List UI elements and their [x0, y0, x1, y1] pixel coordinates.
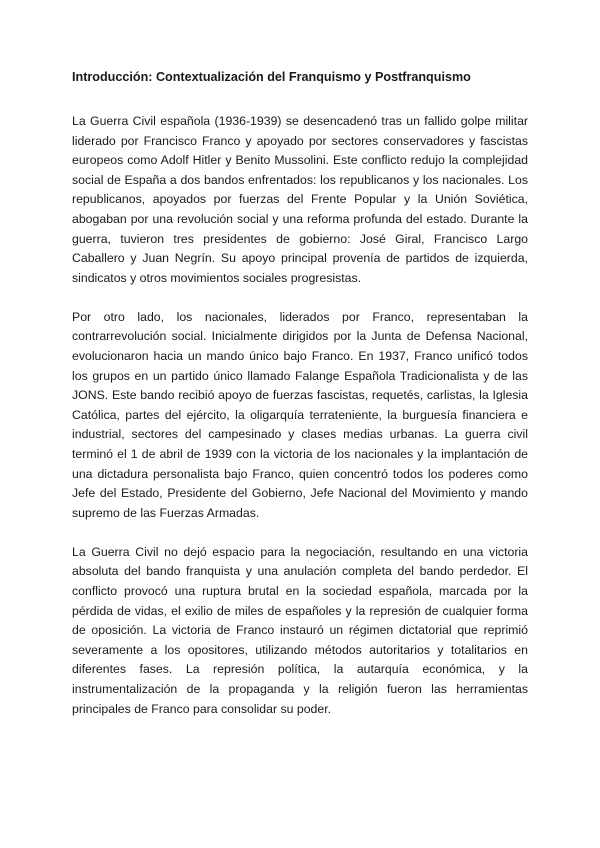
paragraph-consecuencias: La Guerra Civil no dejó espacio para la negociación, resultando en una victoria absoluta del bando franquista y una anulación completa del bando perdedor. El conflicto provocó una ruptura brutal en la sociedad española, marcada por la pérdida de vidas, el exilio de miles de españoles y la represión de cualquier forma de oposición. La victoria de Franco instauró un régimen dictatorial que reprimió severamente a los opositores, utilizando métodos autoritarios y totalitarios en diferentes fases. La represión política, la autarquía económica, y la instrumentalización de la propaganda y la religión fueron las herramientas principales de Franco para consolidar su poder. — [72, 544, 528, 716]
document-page — [72, 64, 528, 739]
paragraph-nacionales: Por otro lado, los nacionales, liderados por Franco, representaban la contrarrevolución social. Inicialmente dirigidos por la Junta de Defensa Nacional, evolucionaron hacia un mando único bajo Franco. En 1937, Franco unificó todos los grupos en un partido único llamado Falange Española Tradicionalista y de las JONS. Este bando recibió apoyo de fuerzas fascistas, requetés, carlistas, la Iglesia Católica, partes del ejército, la oligarquía terrateniente, la burguesía financiera e industrial, sectores del campesinado y clases medias urbanas. La guerra civil terminó el 1 de abril de 1939 con la victoria de los nacionales y la implantación de una dictadura personalista bajo Franco, quien concentró todos los poderes como Jefe del Estado, Presidente del Gobierno, Jefe Nacional del Movimiento y mando supremo de las Fuerzas Armadas. — [72, 309, 528, 520]
document-title: Introducción: Contextualización del Franquismo y Postfranquismo — [72, 70, 471, 84]
paragraph-guerra-civil: La Guerra Civil española (1936-1939) se desencadenó tras un fallido golpe militar liderado por Francisco Franco y apoyado por sectores conservadores y fascistas europeos como Adolf Hitler y Benito Mussolini. Este conflicto redujo la complejidad social de España a dos bandos enfrentados: los republicanos y los nacionales. Los republicanos, apoyados por fuerzas del Frente Popular y la Unión Soviética, abogaban por una revolución social y una reforma profunda del estado. Durante la guerra, tuvieron tres presidentes de gobierno: José Giral, Francisco Largo Caballero y Juan Negrín. Su apoyo principal provenía de partidos de izquierda, sindicatos y otros movimientos sociales progresistas. — [72, 114, 528, 285]
